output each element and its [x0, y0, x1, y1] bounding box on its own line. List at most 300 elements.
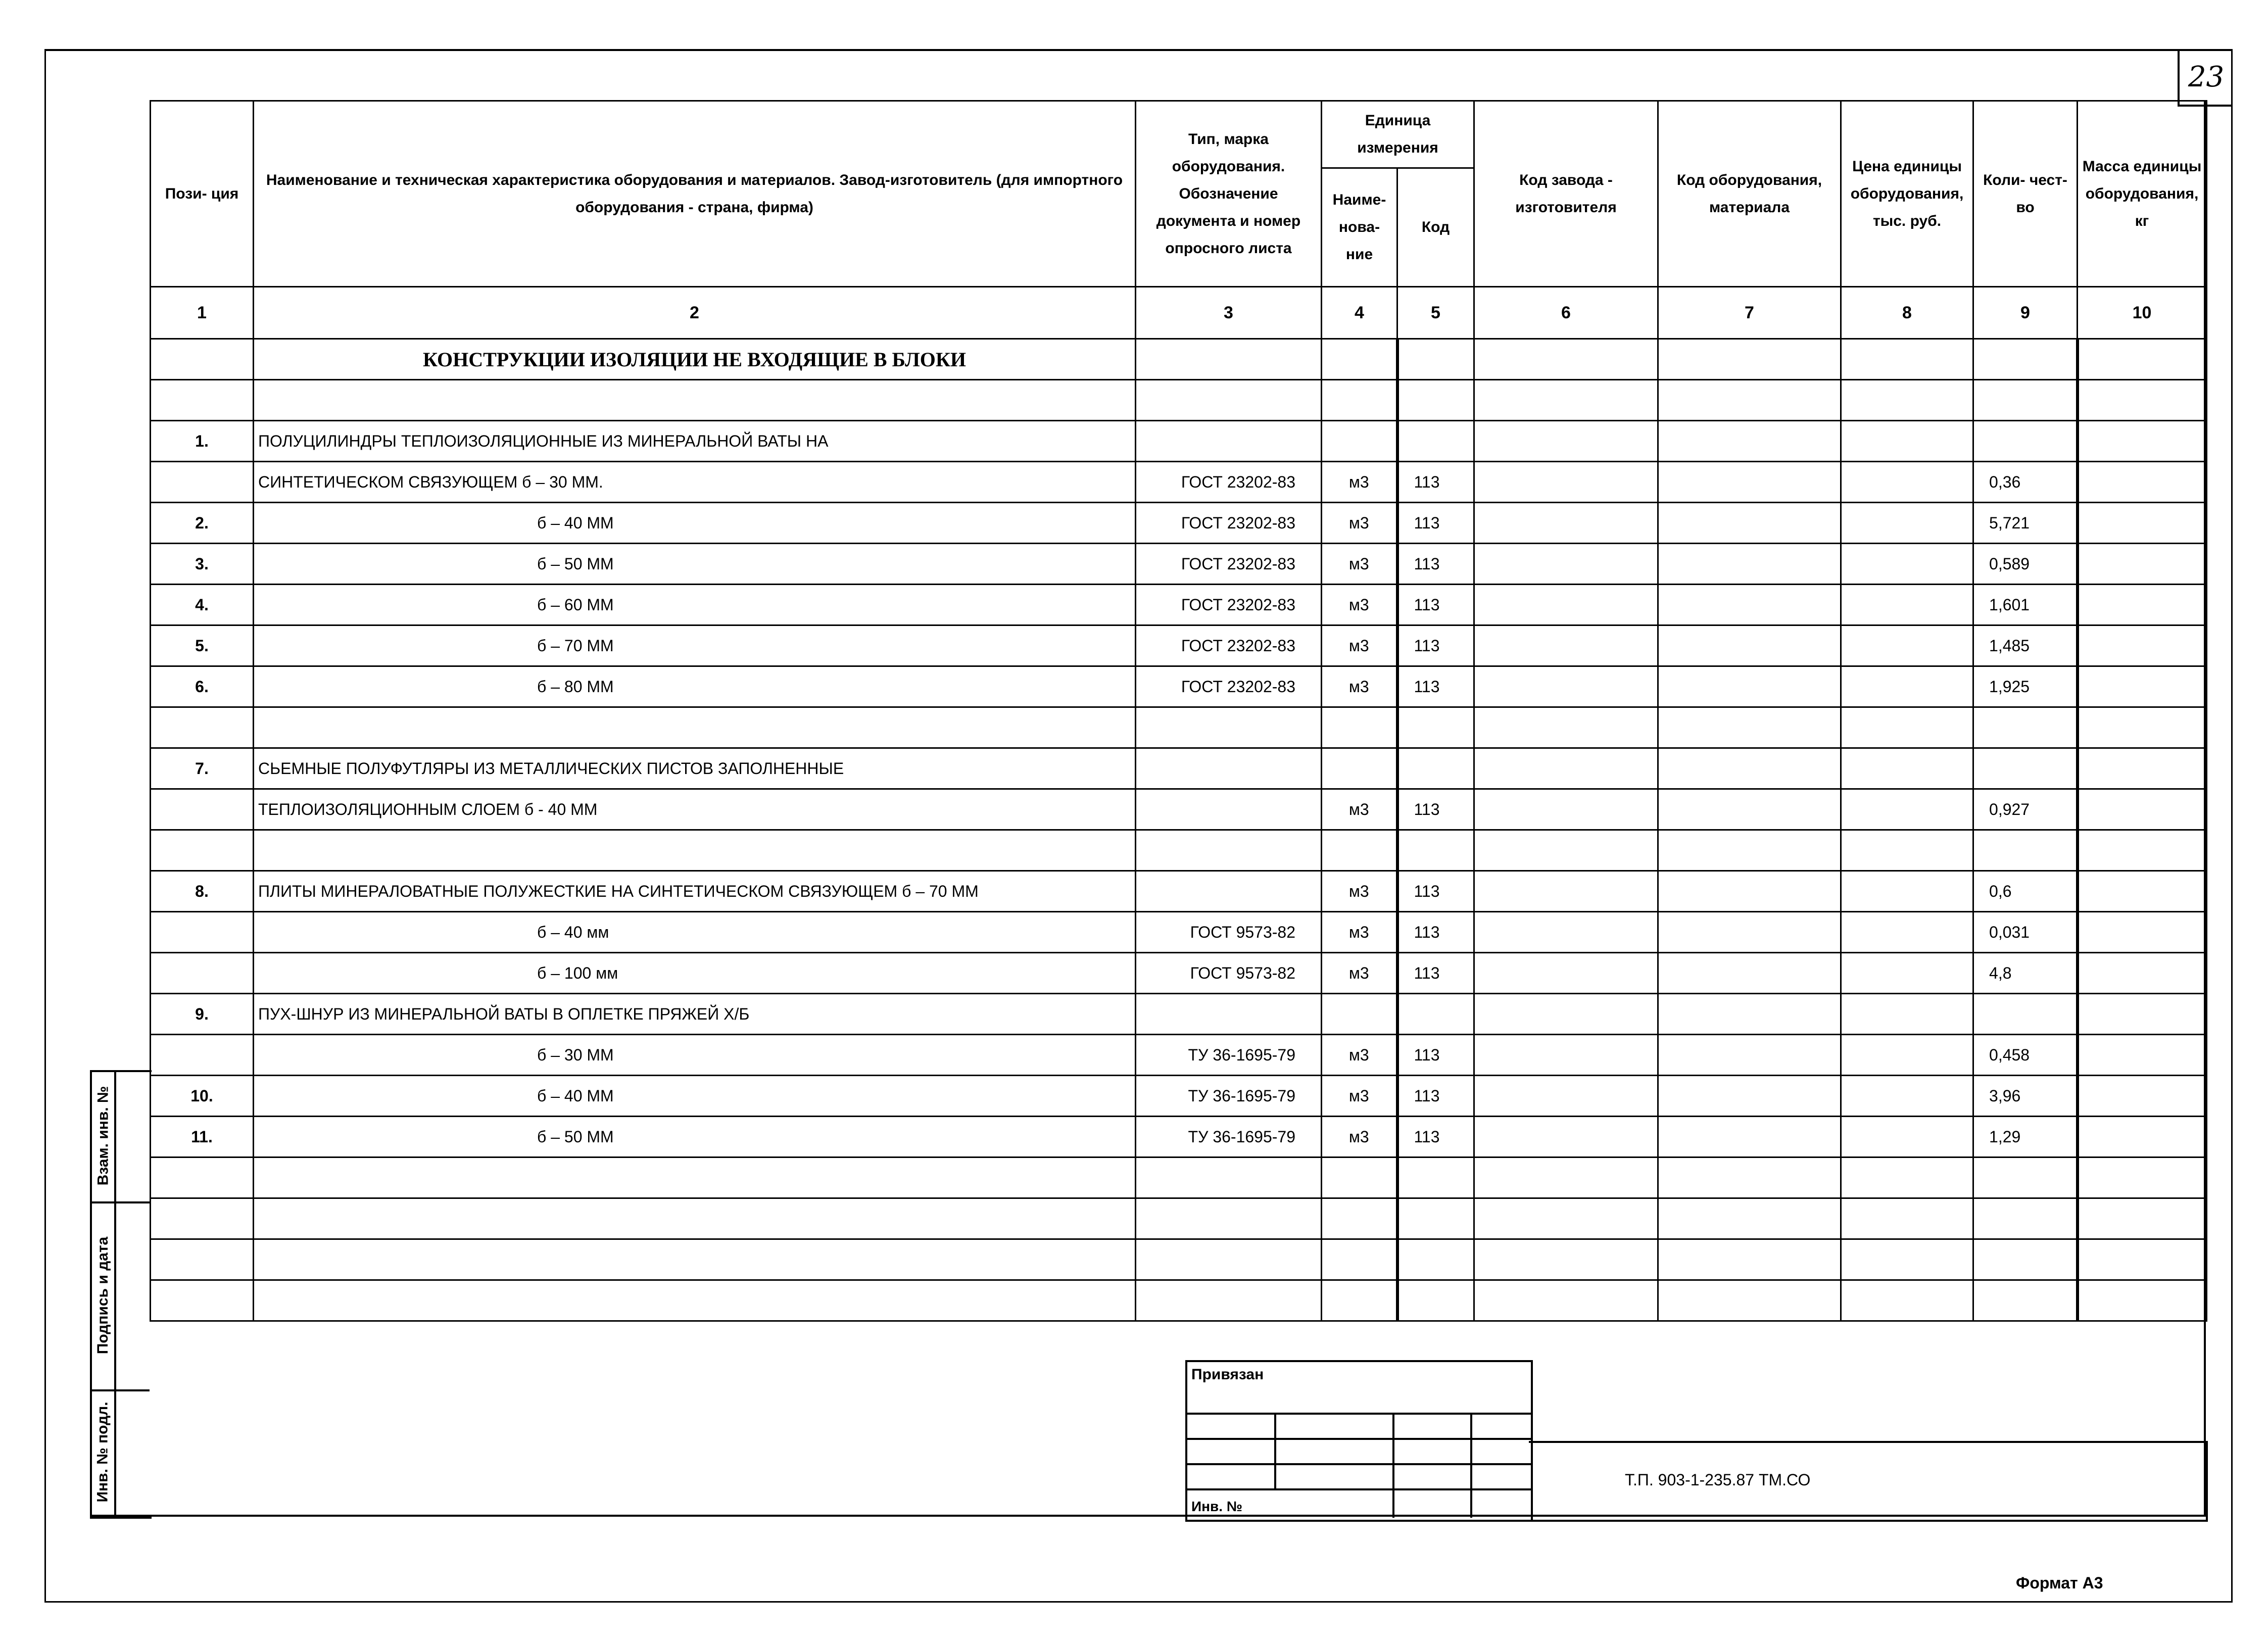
- table-row: [151, 503, 2207, 544]
- row-quantity: 3,96: [1973, 1076, 2078, 1117]
- row-unit-name: м3: [1322, 585, 1397, 625]
- table-row: [151, 585, 2207, 625]
- row-document: [1136, 1239, 1322, 1280]
- row-unit-code: [1397, 707, 1474, 748]
- header-unit-group: Единица измерения: [1322, 101, 1474, 168]
- row-factory-code: [1474, 544, 1658, 585]
- header-position: Пози- ция: [151, 101, 254, 287]
- row-factory-code: [1474, 666, 1658, 707]
- row-factory-code: [1474, 1076, 1658, 1117]
- row-price: [1841, 421, 1973, 462]
- row-equipment-code: [1658, 1035, 1841, 1076]
- column-number: 3: [1136, 287, 1322, 339]
- table-row: [151, 544, 2207, 585]
- row-price: [1841, 1035, 1973, 1076]
- row-position: [151, 953, 254, 994]
- row-quantity: 1,29: [1973, 1117, 2078, 1157]
- table-row: [151, 1157, 2207, 1198]
- row-mass: [2078, 625, 2207, 666]
- row-mass: [2078, 503, 2207, 544]
- row-mass: [2078, 380, 2207, 421]
- row-document: [1136, 994, 1322, 1035]
- row-name: б – 40 ММ: [254, 503, 1136, 544]
- column-number: 5: [1397, 287, 1474, 339]
- table-row: [151, 625, 2207, 666]
- row-quantity: 0,927: [1973, 789, 2078, 830]
- row-price: [1841, 707, 1973, 748]
- row-quantity: [1973, 707, 2078, 748]
- row-equipment-code: [1658, 503, 1841, 544]
- row-price: [1841, 1239, 1973, 1280]
- stamp-line: [1187, 1438, 1531, 1440]
- row-equipment-code: [1658, 1157, 1841, 1198]
- column-number: 8: [1841, 287, 1973, 339]
- row-equipment-code: [1658, 994, 1841, 1035]
- header-type: Тип, марка оборудования. Обозначение документа и номер опросного листа: [1136, 101, 1322, 287]
- side-label-vzam: Взам. инв. №: [94, 1086, 112, 1186]
- row-factory-code: [1474, 380, 1658, 421]
- row-price: [1841, 748, 1973, 789]
- right-frame-line: [2204, 100, 2206, 1517]
- row-unit-name: [1322, 830, 1397, 871]
- row-unit-code: 113: [1397, 912, 1474, 953]
- row-position: 1.: [151, 421, 254, 462]
- row-price: [1841, 830, 1973, 871]
- row-name: б – 40 мм: [254, 912, 1136, 953]
- header-quantity: Коли- чест- во: [1973, 101, 2078, 287]
- row-unit-name: м3: [1322, 462, 1397, 503]
- row-quantity: 5,721: [1973, 503, 2078, 544]
- row-factory-code: [1474, 748, 1658, 789]
- row-document: ГОСТ 23202-83: [1136, 462, 1322, 503]
- row-document: [1136, 707, 1322, 748]
- row-equipment-code: [1658, 339, 1841, 380]
- row-name: б – 100 мм: [254, 953, 1136, 994]
- row-equipment-code: [1658, 666, 1841, 707]
- table-body: [151, 339, 2207, 1321]
- row-mass: [2078, 544, 2207, 585]
- row-mass: [2078, 912, 2207, 953]
- table-row: [151, 830, 2207, 871]
- row-unit-name: [1322, 1157, 1397, 1198]
- row-unit-code: 113: [1397, 666, 1474, 707]
- row-unit-name: м3: [1322, 1117, 1397, 1157]
- row-unit-name: [1322, 994, 1397, 1035]
- row-unit-name: [1322, 1239, 1397, 1280]
- row-position: 8.: [151, 871, 254, 912]
- binding-stamp: [1185, 1360, 1533, 1522]
- row-position: 3.: [151, 544, 254, 585]
- bottom-frame-line: [90, 1515, 2206, 1517]
- row-mass: [2078, 953, 2207, 994]
- row-mass: [2078, 707, 2207, 748]
- row-unit-name: м3: [1322, 666, 1397, 707]
- stamp-line: [1187, 1488, 1531, 1490]
- row-unit-code: [1397, 748, 1474, 789]
- row-quantity: [1973, 1280, 2078, 1321]
- row-unit-name: м3: [1322, 625, 1397, 666]
- row-position: 2.: [151, 503, 254, 544]
- row-factory-code: [1474, 339, 1658, 380]
- row-equipment-code: [1658, 1076, 1841, 1117]
- row-name: [254, 1157, 1136, 1198]
- row-factory-code: [1474, 789, 1658, 830]
- row-unit-code: 113: [1397, 953, 1474, 994]
- row-quantity: [1973, 1157, 2078, 1198]
- row-name: ПОЛУЦИЛИНДРЫ ТЕПЛОИЗОЛЯЦИОННЫЕ ИЗ МИНЕРАЛЬНОЙ ВАТЫ НА: [254, 421, 1136, 462]
- table-row: [151, 1035, 2207, 1076]
- table-row: [151, 789, 2207, 830]
- row-position: 7.: [151, 748, 254, 789]
- row-quantity: 0,6: [1973, 871, 2078, 912]
- row-mass: [2078, 830, 2207, 871]
- column-number: 2: [254, 287, 1136, 339]
- row-document: [1136, 1157, 1322, 1198]
- row-quantity: [1973, 1198, 2078, 1239]
- table-row: [151, 748, 2207, 789]
- row-name: б – 30 ММ: [254, 1035, 1136, 1076]
- row-document: [1136, 789, 1322, 830]
- table-row: [151, 1198, 2207, 1239]
- row-name: [254, 1239, 1136, 1280]
- row-mass: [2078, 789, 2207, 830]
- row-price: [1841, 912, 1973, 953]
- row-equipment-code: [1658, 585, 1841, 625]
- row-equipment-code: [1658, 707, 1841, 748]
- table-row: [151, 421, 2207, 462]
- column-number: 9: [1973, 287, 2078, 339]
- row-name: б – 80 ММ: [254, 666, 1136, 707]
- row-factory-code: [1474, 994, 1658, 1035]
- row-price: [1841, 503, 1973, 544]
- row-factory-code: [1474, 1280, 1658, 1321]
- row-price: [1841, 380, 1973, 421]
- row-quantity: 0,589: [1973, 544, 2078, 585]
- header-unit-code: Код: [1397, 168, 1474, 287]
- side-label-podpis: Подпись и дата: [94, 1236, 112, 1355]
- row-name: СЬЕМНЫЕ ПОЛУФУТЛЯРЫ ИЗ МЕТАЛЛИЧЕСКИХ ПИСТОВ ЗАПОЛНЕННЫЕ: [254, 748, 1136, 789]
- row-mass: [2078, 462, 2207, 503]
- side-label-inv: Инв. № подл.: [94, 1402, 111, 1503]
- row-unit-code: [1397, 994, 1474, 1035]
- row-equipment-code: [1658, 380, 1841, 421]
- row-unit-name: м3: [1322, 503, 1397, 544]
- row-factory-code: [1474, 462, 1658, 503]
- row-quantity: 0,031: [1973, 912, 2078, 953]
- row-mass: [2078, 1117, 2207, 1157]
- row-equipment-code: [1658, 1280, 1841, 1321]
- row-quantity: [1973, 1239, 2078, 1280]
- column-number: 7: [1658, 287, 1841, 339]
- header-name: Наименование и техническая характеристика оборудования и материалов. Завод-изготовитель (для импортного оборудования - страна, фирма): [254, 101, 1136, 287]
- row-mass: [2078, 585, 2207, 625]
- row-unit-code: [1397, 421, 1474, 462]
- row-name: [254, 707, 1136, 748]
- row-unit-name: м3: [1322, 1035, 1397, 1076]
- row-position: [151, 1280, 254, 1321]
- row-name: [254, 380, 1136, 421]
- row-factory-code: [1474, 707, 1658, 748]
- row-position: [151, 912, 254, 953]
- row-quantity: [1973, 994, 2078, 1035]
- column-number: 4: [1322, 287, 1397, 339]
- row-position: [151, 339, 254, 380]
- row-equipment-code: [1658, 462, 1841, 503]
- row-position: 11.: [151, 1117, 254, 1157]
- row-equipment-code: [1658, 1239, 1841, 1280]
- row-name: ПЛИТЫ МИНЕРАЛОВАТНЫЕ ПОЛУЖЕСТКИЕ НА СИНТЕТИЧЕСКОМ СВЯЗУЮЩЕМ б – 70 ММ: [254, 871, 1136, 912]
- format-label: Формат А3: [2016, 1574, 2103, 1592]
- row-unit-code: 113: [1397, 585, 1474, 625]
- row-mass: [2078, 1198, 2207, 1239]
- row-unit-name: [1322, 707, 1397, 748]
- row-document: ТУ 36-1695-79: [1136, 1117, 1322, 1157]
- row-position: 10.: [151, 1076, 254, 1117]
- row-document: ГОСТ 23202-83: [1136, 503, 1322, 544]
- stamp-line: [1274, 1413, 1276, 1488]
- row-mass: [2078, 666, 2207, 707]
- row-position: [151, 1035, 254, 1076]
- document-code: Т.П. 903-1-235.87 ТМ.СО: [1625, 1471, 1811, 1489]
- row-quantity: [1973, 830, 2078, 871]
- row-position: [151, 462, 254, 503]
- row-name: б – 70 ММ: [254, 625, 1136, 666]
- row-price: [1841, 1076, 1973, 1117]
- row-document: [1136, 339, 1322, 380]
- row-document: [1136, 830, 1322, 871]
- row-unit-code: 113: [1397, 462, 1474, 503]
- row-name: б – 40 ММ: [254, 1076, 1136, 1117]
- header-price: Цена единицы оборудования, тыс. руб.: [1841, 101, 1973, 287]
- row-mass: [2078, 871, 2207, 912]
- row-unit-name: м3: [1322, 1076, 1397, 1117]
- row-mass: [2078, 994, 2207, 1035]
- table-row: [151, 666, 2207, 707]
- row-price: [1841, 1198, 1973, 1239]
- row-unit-name: [1322, 1280, 1397, 1321]
- row-price: [1841, 625, 1973, 666]
- row-mass: [2078, 339, 2207, 380]
- row-mass: [2078, 1239, 2207, 1280]
- header-equipment-code: Код оборудования, материала: [1658, 101, 1841, 287]
- column-number: 10: [2078, 287, 2207, 339]
- row-unit-name: м3: [1322, 871, 1397, 912]
- row-name: [254, 1280, 1136, 1321]
- row-name: ТЕПЛОИЗОЛЯЦИОННЫМ СЛОЕМ б - 40 ММ: [254, 789, 1136, 830]
- row-unit-code: 113: [1397, 1117, 1474, 1157]
- row-document: [1136, 380, 1322, 421]
- row-price: [1841, 1157, 1973, 1198]
- row-unit-code: 113: [1397, 1035, 1474, 1076]
- row-unit-name: [1322, 748, 1397, 789]
- row-document: ТУ 36-1695-79: [1136, 1076, 1322, 1117]
- row-document: [1136, 1198, 1322, 1239]
- row-document: ГОСТ 23202-83: [1136, 625, 1322, 666]
- row-name: ПУХ-ШНУР ИЗ МИНЕРАЛЬНОЙ ВАТЫ В ОПЛЕТКЕ ПРЯЖЕЙ Х/Б: [254, 994, 1136, 1035]
- row-position: [151, 830, 254, 871]
- row-unit-code: [1397, 380, 1474, 421]
- row-factory-code: [1474, 625, 1658, 666]
- page-number: 23: [2178, 49, 2233, 107]
- row-quantity: 0,36: [1973, 462, 2078, 503]
- row-price: [1841, 1117, 1973, 1157]
- row-mass: [2078, 421, 2207, 462]
- row-factory-code: [1474, 1239, 1658, 1280]
- row-equipment-code: [1658, 1117, 1841, 1157]
- row-name: б – 50 ММ: [254, 1117, 1136, 1157]
- row-position: 5.: [151, 625, 254, 666]
- row-factory-code: [1474, 585, 1658, 625]
- row-price: [1841, 1280, 1973, 1321]
- row-name: [254, 1198, 1136, 1239]
- row-factory-code: [1474, 1035, 1658, 1076]
- row-document: ГОСТ 23202-83: [1136, 544, 1322, 585]
- row-position: [151, 707, 254, 748]
- row-name: [254, 830, 1136, 871]
- row-factory-code: [1474, 830, 1658, 871]
- row-mass: [2078, 1076, 2207, 1117]
- row-unit-code: [1397, 1280, 1474, 1321]
- table-row: [151, 707, 2207, 748]
- table-row: [151, 871, 2207, 912]
- row-quantity: 1,925: [1973, 666, 2078, 707]
- row-document: [1136, 1280, 1322, 1321]
- column-number: 6: [1474, 287, 1658, 339]
- row-mass: [2078, 1280, 2207, 1321]
- row-document: ГОСТ 23202-83: [1136, 666, 1322, 707]
- row-unit-name: [1322, 380, 1397, 421]
- row-quantity: 1,485: [1973, 625, 2078, 666]
- row-position: 4.: [151, 585, 254, 625]
- stamp-line: [1187, 1413, 1531, 1415]
- row-price: [1841, 462, 1973, 503]
- row-factory-code: [1474, 871, 1658, 912]
- row-price: [1841, 339, 1973, 380]
- table-row: [151, 1076, 2207, 1117]
- row-price: [1841, 789, 1973, 830]
- row-factory-code: [1474, 1117, 1658, 1157]
- row-unit-name: м3: [1322, 953, 1397, 994]
- row-unit-name: [1322, 339, 1397, 380]
- side-stamp-divider: [114, 1070, 116, 1515]
- row-price: [1841, 994, 1973, 1035]
- row-unit-code: [1397, 1239, 1474, 1280]
- row-quantity: [1973, 339, 2078, 380]
- row-factory-code: [1474, 421, 1658, 462]
- row-equipment-code: [1658, 953, 1841, 994]
- header-mass: Масса единицы оборудования, кг: [2078, 101, 2207, 287]
- row-price: [1841, 544, 1973, 585]
- row-unit-name: м3: [1322, 912, 1397, 953]
- row-unit-code: 113: [1397, 871, 1474, 912]
- row-mass: [2078, 1035, 2207, 1076]
- row-equipment-code: [1658, 544, 1841, 585]
- document-block: [1529, 1441, 2208, 1522]
- table-row: [151, 339, 2207, 380]
- table-row: [151, 1117, 2207, 1157]
- row-equipment-code: [1658, 421, 1841, 462]
- stamp-privyazan: Привязан: [1191, 1366, 1264, 1383]
- row-document: ТУ 36-1695-79: [1136, 1035, 1322, 1076]
- row-price: [1841, 585, 1973, 625]
- row-factory-code: [1474, 1157, 1658, 1198]
- row-document: ГОСТ 9573-82: [1136, 912, 1322, 953]
- row-quantity: [1973, 748, 2078, 789]
- stamp-line: [1470, 1413, 1472, 1518]
- row-unit-code: [1397, 1157, 1474, 1198]
- row-name: СИНТЕТИЧЕСКОМ СВЯЗУЮЩЕМ б – 30 ММ.: [254, 462, 1136, 503]
- row-unit-name: м3: [1322, 544, 1397, 585]
- row-quantity: 0,458: [1973, 1035, 2078, 1076]
- header-factory-code: Код завода - изготовителя: [1474, 101, 1658, 287]
- row-equipment-code: [1658, 912, 1841, 953]
- row-document: [1136, 871, 1322, 912]
- row-document: ГОСТ 9573-82: [1136, 953, 1322, 994]
- row-unit-code: 113: [1397, 625, 1474, 666]
- row-price: [1841, 666, 1973, 707]
- row-position: [151, 789, 254, 830]
- row-name: б – 50 ММ: [254, 544, 1136, 585]
- stamp-line: [1392, 1413, 1394, 1518]
- row-unit-name: м3: [1322, 789, 1397, 830]
- row-factory-code: [1474, 1198, 1658, 1239]
- row-equipment-code: [1658, 748, 1841, 789]
- row-equipment-code: [1658, 871, 1841, 912]
- row-name: КОНСТРУКЦИИ ИЗОЛЯЦИИ НЕ ВХОДЯЩИЕ В БЛОКИ: [254, 339, 1136, 380]
- row-unit-code: [1397, 830, 1474, 871]
- table-row: [151, 380, 2207, 421]
- row-position: 6.: [151, 666, 254, 707]
- stamp-line: [1187, 1463, 1531, 1465]
- row-document: ГОСТ 23202-83: [1136, 585, 1322, 625]
- row-unit-code: 113: [1397, 503, 1474, 544]
- row-unit-name: [1322, 421, 1397, 462]
- row-mass: [2078, 748, 2207, 789]
- table-row: [151, 1280, 2207, 1321]
- row-equipment-code: [1658, 789, 1841, 830]
- row-quantity: [1973, 421, 2078, 462]
- equipment-table: [150, 100, 2207, 1322]
- row-document: [1136, 748, 1322, 789]
- row-factory-code: [1474, 953, 1658, 994]
- stamp-inv-no: Инв. №: [1191, 1499, 1243, 1514]
- row-quantity: 4,8: [1973, 953, 2078, 994]
- header-unit-name: Наиме- нова- ние: [1322, 168, 1397, 287]
- row-document: [1136, 421, 1322, 462]
- column-number: 1: [151, 287, 254, 339]
- row-price: [1841, 953, 1973, 994]
- row-unit-code: [1397, 1198, 1474, 1239]
- table-row: [151, 912, 2207, 953]
- row-unit-code: 113: [1397, 1076, 1474, 1117]
- row-price: [1841, 871, 1973, 912]
- row-equipment-code: [1658, 1198, 1841, 1239]
- row-name: б – 60 ММ: [254, 585, 1136, 625]
- table-row: [151, 1239, 2207, 1280]
- row-unit-code: 113: [1397, 544, 1474, 585]
- row-equipment-code: [1658, 625, 1841, 666]
- row-position: [151, 1157, 254, 1198]
- row-mass: [2078, 1157, 2207, 1198]
- table-row: [151, 462, 2207, 503]
- row-unit-code: [1397, 339, 1474, 380]
- table-row: [151, 953, 2207, 994]
- row-quantity: [1973, 380, 2078, 421]
- row-position: 9.: [151, 994, 254, 1035]
- row-equipment-code: [1658, 830, 1841, 871]
- row-unit-name: [1322, 1198, 1397, 1239]
- table-row: [151, 994, 2207, 1035]
